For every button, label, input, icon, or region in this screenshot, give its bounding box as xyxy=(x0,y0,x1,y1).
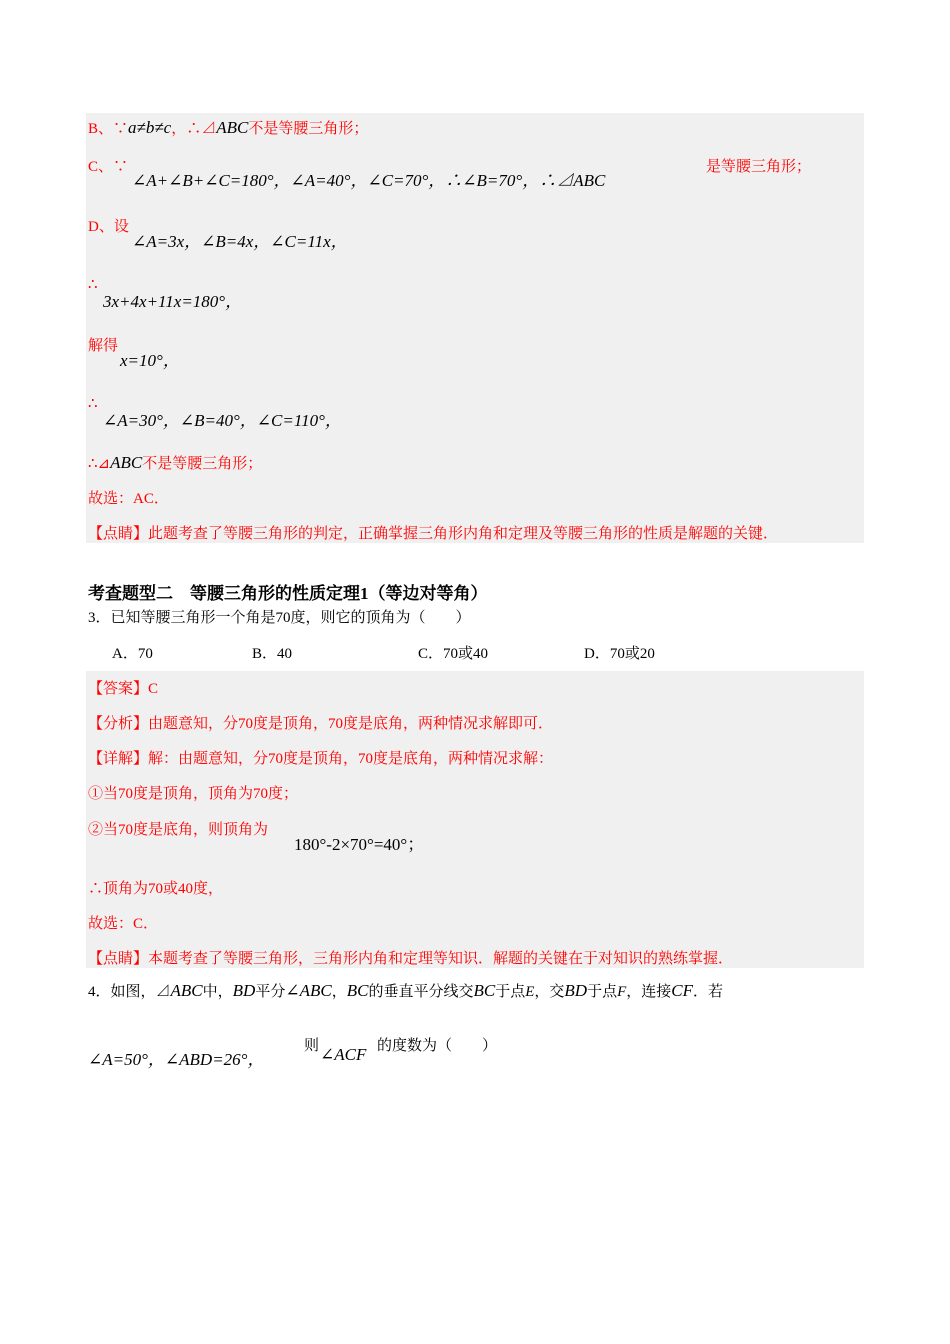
solution3-choice: 故选：C． xyxy=(88,916,159,932)
question4-line2-end: 的度数为（ ） xyxy=(377,1038,498,1054)
solution3-case1: ①当70度是顶角，顶角为70度； xyxy=(88,786,299,802)
question3-option-b: B．40 xyxy=(252,646,293,662)
question4-line2-angle: ∠ACF xyxy=(320,1045,367,1064)
question3-option-d: D．70或20 xyxy=(584,646,655,662)
solution3-detail: 【详解】解：由题意知，分70度是顶角，70度是底角，两种情况求解： xyxy=(88,751,554,767)
solution3-therefore: ∴顶角为70或40度， xyxy=(88,881,224,897)
solution3-analysis: 【分析】由题意知，分70度是顶角，70度是底角，两种情况求解即可． xyxy=(88,716,554,732)
therefore-mark-1: ∴ xyxy=(88,277,98,293)
solution2-line-d-math: ∠A=3x，∠B=4x，∠C=11x， xyxy=(132,232,348,251)
section-heading: 考查题型二 等腰三角形的性质定理1（等边对等角） xyxy=(88,584,488,603)
solution2-line-c-math: ∠A+∠B+∠C=180°，∠A=40°，∠C=70°，∴∠B=70°，∴⊿ABC xyxy=(132,171,606,190)
angle-values: ∠A=30°，∠B=40°，∠C=110°， xyxy=(103,411,342,430)
solve-value: x=10°， xyxy=(120,351,180,370)
question3-option-a: A．70 xyxy=(112,646,153,662)
solve-label: 解得 xyxy=(88,338,119,354)
solution2-line-b: B、∵a≠b≠c，∴⊿ABC不是等腰三角形； xyxy=(88,118,369,137)
question4-line2-then: 则 xyxy=(304,1038,320,1054)
solution2-line-d: D、设 xyxy=(88,219,129,235)
question4-line2-math: ∠A=50°，∠ABD=26°， xyxy=(88,1050,265,1069)
solution3-answer: 【答案】C xyxy=(88,681,159,697)
solution2-line-c-suffix: 是等腰三角形； xyxy=(706,159,812,175)
solution3-case2-math: 180°-2×70°=40°； xyxy=(294,835,425,854)
solution2-conclusion: ∴⊿ABC不是等腰三角形； xyxy=(88,453,263,472)
solution2-choice: 故选：AC． xyxy=(88,491,169,507)
question3-stem: 3．已知等腰三角形一个角是70度，则它的顶角为（ ） xyxy=(88,610,471,626)
solution3-comment: 【点睛】本题考查了等腰三角形，三角形内角和定理等知识．解题的关键在于对知识的熟练掌握． xyxy=(88,951,734,967)
question3-option-c: C．70或40 xyxy=(418,646,489,662)
solution3-case2: ②当70度是底角，则顶角为 xyxy=(88,822,269,838)
question4-line1: 4．如图，⊿ABC中，BD平分∠ABC，BC的垂直平分线交BC于点E，交BD于点F，连接CF．若 xyxy=(88,981,724,1000)
solution2-comment: 【点睛】此题考查了等腰三角形的判定，正确掌握三角形内角和定理及等腰三角形的性质是解题的关键． xyxy=(88,526,779,542)
therefore-mark-2: ∴ xyxy=(88,396,98,412)
equation-sum: 3x+4x+11x=180°， xyxy=(103,292,243,311)
solution2-line-c: C、∵ xyxy=(88,159,129,175)
